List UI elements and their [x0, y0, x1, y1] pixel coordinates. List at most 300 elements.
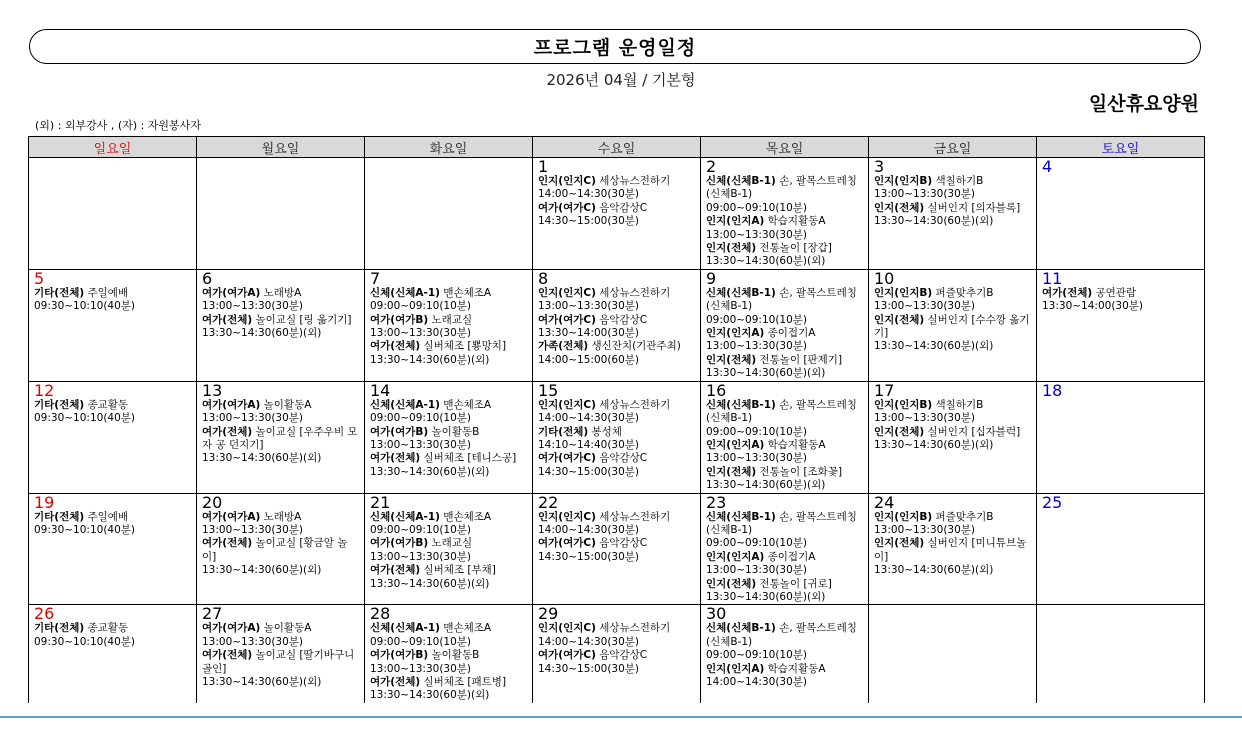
- weekday-header-row: [29, 137, 1205, 158]
- program-time: 14:30~15:00(30분): [538, 465, 640, 478]
- program-entry: [34, 287, 192, 314]
- day-cell: [365, 269, 533, 381]
- program-category: 신체(신체A-1): [370, 510, 440, 523]
- program-category: 신체(신체A-1): [370, 286, 440, 299]
- day-number: 27: [202, 604, 223, 624]
- program-entry: [370, 622, 528, 649]
- program-category: 여가(여가B): [370, 649, 429, 662]
- program-time: 09:00~09:10(10분): [370, 300, 472, 313]
- day-cell: [29, 493, 197, 605]
- program-entry: [706, 175, 864, 215]
- program-time: 13:30~14:30(60분)(외): [706, 367, 826, 380]
- bottom-divider: [0, 716, 1242, 718]
- program-title: [874, 399, 1032, 412]
- program-name: 세상뉴스전하기: [599, 398, 671, 411]
- program-entry: [370, 511, 528, 538]
- program-category: 가족(전체): [538, 340, 589, 353]
- program-name: 노래교실: [431, 313, 473, 326]
- week-row: [29, 605, 1205, 703]
- day-cell: [1037, 493, 1205, 605]
- program-title: [706, 287, 864, 314]
- program-category: 여가(여가A): [202, 398, 261, 411]
- day-number: 2: [706, 157, 717, 176]
- day-cell: [365, 381, 533, 493]
- program-name: 실버체조 [뿅망치]: [423, 340, 507, 353]
- program-category: 기타(전체): [34, 398, 85, 411]
- program-name: 색칠하기B: [935, 175, 984, 187]
- program-category: 여가(전체): [370, 676, 421, 688]
- program-entry: [874, 537, 1032, 577]
- program-name: 세상뉴스전하기: [599, 286, 671, 299]
- program-title: [706, 578, 864, 591]
- program-time: 14:00~14:30(30분): [538, 635, 640, 648]
- program-time: 14:00~14:30(30분): [538, 523, 640, 536]
- program-title: [202, 622, 360, 635]
- program-title: [874, 314, 1032, 341]
- program-title: [874, 511, 1032, 524]
- program-time: 13:30~14:30(60분)(외): [370, 689, 490, 702]
- program-name: 종이접기A: [767, 327, 816, 340]
- program-title: [706, 242, 864, 255]
- program-time: 13:00~13:30(30분): [706, 564, 808, 577]
- program-name: 노래방A: [263, 510, 302, 523]
- program-name: 학습지활동A: [767, 438, 826, 451]
- program-title: [706, 466, 864, 479]
- program-title: [202, 537, 360, 564]
- program-title: [34, 511, 192, 524]
- program-time: 13:00~13:30(30분): [370, 550, 472, 563]
- program-title: [874, 175, 1032, 188]
- program-time: 13:30~14:30(60분)(외): [874, 564, 994, 577]
- program-title: [538, 622, 696, 635]
- program-category: 인지(전체): [874, 425, 925, 438]
- program-category: 인지(인지C): [538, 510, 596, 523]
- day-number: 21: [370, 493, 391, 512]
- day-number: 14: [370, 381, 391, 400]
- program-name: 실버인지 [미니튜브놀이]: [874, 537, 1027, 563]
- day-cell: [701, 269, 869, 381]
- day-number: 11: [1042, 269, 1063, 288]
- day-cell: [29, 158, 197, 270]
- program-title: [706, 663, 864, 676]
- program-name: 세상뉴스전하기: [599, 175, 671, 187]
- day-cell: [365, 493, 533, 605]
- weekday-tuesday: 화요일: [365, 137, 533, 158]
- program-entry: [538, 426, 696, 453]
- program-entry: [370, 426, 528, 453]
- program-name: 공연관람: [1095, 286, 1137, 299]
- program-name: 놀이활동B: [431, 425, 480, 438]
- program-time: 09:30~10:10(40분): [34, 523, 136, 536]
- weekday-saturday: 토요일: [1037, 137, 1205, 158]
- program-name: 세상뉴스전하기: [599, 510, 671, 523]
- program-entry: [706, 399, 864, 439]
- program-title: [370, 649, 528, 662]
- program-name: 봉성체: [591, 425, 622, 438]
- program-title: [874, 426, 1032, 439]
- program-time: 14:00~14:30(30분): [706, 676, 808, 688]
- program-category: 여가(여가A): [202, 510, 261, 523]
- program-time: 13:00~13:30(30분): [874, 523, 976, 536]
- program-time: 13:00~13:30(30분): [706, 452, 808, 465]
- program-title: [538, 452, 696, 465]
- program-time: 09:00~09:10(10분): [706, 537, 808, 550]
- day-number: 22: [538, 493, 559, 512]
- program-time: 13:30~14:30(60분)(외): [706, 590, 826, 603]
- program-category: 인지(인지C): [538, 286, 596, 299]
- program-category: 인지(전체): [874, 313, 925, 326]
- program-time: 13:30~14:30(60분)(외): [202, 327, 322, 340]
- day-number: 16: [706, 381, 727, 400]
- program-category: 여가(여가A): [202, 622, 261, 635]
- program-name: 맨손체조A: [443, 398, 492, 411]
- program-entry: [202, 426, 360, 466]
- program-name: 맨손체조A: [443, 286, 492, 299]
- day-number: 29: [538, 604, 559, 624]
- program-entry: [706, 242, 864, 269]
- page-title: [29, 29, 1201, 64]
- program-title: [706, 327, 864, 340]
- program-title: [874, 202, 1032, 215]
- program-title: [538, 511, 696, 524]
- program-entry: [538, 175, 696, 202]
- program-name: 음악감상C: [599, 649, 648, 662]
- program-entry: [202, 314, 360, 341]
- program-category: 인지(전체): [706, 353, 757, 366]
- program-entry: [874, 175, 1032, 202]
- program-category: 기타(전체): [538, 425, 589, 438]
- program-time: 13:30~14:30(60분)(외): [706, 479, 826, 492]
- program-category: 신체(신체B-1): [706, 175, 776, 187]
- program-category: 기타(전체): [34, 622, 85, 635]
- program-name: 학습지활동A: [767, 215, 826, 228]
- day-number: 23: [706, 493, 727, 512]
- day-number: 9: [706, 269, 717, 288]
- program-title: [874, 537, 1032, 564]
- day-number: 13: [202, 381, 223, 400]
- program-name: 퍼즐맞추기B: [935, 286, 994, 299]
- program-category: 인지(전체): [706, 242, 757, 255]
- program-title: [706, 354, 864, 367]
- program-category: 여가(여가B): [370, 313, 429, 326]
- program-time: 13:00~13:30(30분): [874, 188, 976, 201]
- program-entry: [202, 649, 360, 689]
- program-name: 음악감상C: [599, 452, 648, 465]
- program-category: 신체(신체B-1): [706, 622, 776, 635]
- program-entry: [706, 327, 864, 354]
- program-name: 실버체조 [부채]: [423, 564, 496, 577]
- program-name: 전통놀이 [장갑]: [759, 242, 832, 255]
- program-name: 세상뉴스전하기: [599, 622, 671, 635]
- program-entry: [370, 399, 528, 426]
- day-cell: [869, 605, 1037, 703]
- schedule-period: 2026년 04월 / 기본형: [546, 71, 696, 89]
- program-category: 여가(전체): [202, 313, 253, 326]
- day-number: 12: [34, 381, 55, 400]
- program-name: 음악감상C: [599, 201, 648, 214]
- day-cell: [701, 381, 869, 493]
- day-number: 24: [874, 493, 895, 512]
- program-time: 13:30~14:30(60분)(외): [370, 353, 490, 366]
- program-name: 놀이교실 [우주우비 모자 공 던지기]: [202, 425, 358, 451]
- program-name: 전통놀이 [조화꽃]: [759, 465, 843, 478]
- program-time: 09:30~10:10(40분): [34, 635, 136, 648]
- program-time: 13:30~14:00(30분): [1042, 300, 1144, 313]
- program-name: 손, 팔목스트레칭(신체B-1): [706, 510, 857, 536]
- program-name: 퍼즐맞추기B: [935, 510, 994, 523]
- day-cell: [1037, 269, 1205, 381]
- program-title: [706, 175, 864, 202]
- program-entry: [874, 511, 1032, 538]
- program-title: [538, 399, 696, 412]
- day-number: 10: [874, 269, 895, 288]
- program-title: [370, 340, 528, 353]
- program-time: 09:00~09:10(10분): [706, 425, 808, 438]
- program-time: 09:00~09:10(10분): [706, 649, 808, 662]
- program-category: 인지(인지A): [706, 438, 765, 451]
- program-title: [202, 511, 360, 524]
- program-title: [706, 439, 864, 452]
- program-entry: [874, 202, 1032, 229]
- program-title: [706, 215, 864, 228]
- program-entry: [370, 287, 528, 314]
- program-category: 여가(전체): [202, 649, 253, 662]
- program-title: [706, 511, 864, 538]
- program-entry: [538, 340, 696, 367]
- program-category: 여가(전체): [202, 425, 253, 438]
- week-row: [29, 493, 1205, 605]
- program-entry: [706, 354, 864, 381]
- program-time: 09:00~09:10(10분): [370, 412, 472, 425]
- program-entry: [538, 314, 696, 341]
- program-time: 14:10~14:40(30분): [538, 438, 640, 451]
- program-name: 노래방A: [263, 286, 302, 299]
- program-entry: [370, 452, 528, 479]
- program-title: [202, 314, 360, 327]
- program-category: 인지(전체): [706, 577, 757, 590]
- program-time: 13:00~13:30(30분): [370, 438, 472, 451]
- program-time: 14:30~15:00(30분): [538, 662, 640, 675]
- program-time: 13:00~13:30(30분): [202, 635, 304, 648]
- program-time: 13:00~13:30(30분): [538, 300, 640, 313]
- program-title: [874, 287, 1032, 300]
- program-entry: [370, 537, 528, 564]
- program-time: 13:00~13:30(30분): [706, 340, 808, 353]
- program-entry: [874, 426, 1032, 453]
- day-cell: [197, 158, 365, 270]
- program-time: 13:00~13:30(30분): [202, 412, 304, 425]
- program-title: [538, 649, 696, 662]
- day-number: 7: [370, 269, 381, 288]
- program-entry: [538, 399, 696, 426]
- program-category: 여가(여가B): [370, 537, 429, 550]
- program-category: 신체(신체A-1): [370, 398, 440, 411]
- program-category: 인지(전체): [706, 465, 757, 478]
- program-name: 음악감상C: [599, 537, 648, 550]
- program-category: 인지(전체): [874, 537, 925, 550]
- program-time: 14:00~14:30(30분): [538, 188, 640, 201]
- day-cell: [29, 381, 197, 493]
- day-cell: [1037, 605, 1205, 703]
- program-entry: [706, 439, 864, 466]
- program-name: 실버인지 [의자블록]: [927, 201, 1021, 214]
- program-name: 주일예배: [87, 286, 129, 299]
- program-time: 13:30~14:30(60분)(외): [202, 676, 322, 688]
- program-name: 놀이교실 [딸기바구니 골인]: [202, 649, 355, 675]
- program-title: [538, 175, 696, 188]
- program-name: 전통놀이 [판제기]: [759, 353, 843, 366]
- program-time: 14:30~15:00(30분): [538, 215, 640, 228]
- day-cell: [701, 493, 869, 605]
- program-category: 인지(인지A): [706, 662, 765, 675]
- program-entry: [706, 578, 864, 605]
- program-title: [706, 622, 864, 649]
- program-time: 14:30~15:00(30분): [538, 550, 640, 563]
- program-name: 놀이활동A: [263, 622, 312, 635]
- program-time: 13:00~13:30(30분): [874, 300, 976, 313]
- program-entry: [706, 287, 864, 327]
- program-time: 13:00~13:30(30분): [202, 523, 304, 536]
- day-number: 17: [874, 381, 895, 400]
- week-row: [29, 158, 1205, 270]
- program-time: 13:30~14:30(60분)(외): [706, 255, 826, 268]
- program-category: 여가(여가C): [538, 313, 596, 326]
- program-entry: [202, 511, 360, 538]
- day-number: 20: [202, 493, 223, 512]
- weekday-thursday: 목요일: [701, 137, 869, 158]
- program-time: 13:30~14:30(60분)(외): [370, 465, 490, 478]
- program-title: [706, 551, 864, 564]
- program-name: 생신잔치(기관주최): [591, 340, 681, 353]
- program-category: 여가(여가C): [538, 537, 596, 550]
- program-title: [370, 564, 528, 577]
- program-title: [34, 287, 192, 300]
- program-time: 09:00~09:10(10분): [370, 635, 472, 648]
- program-time: 13:30~14:00(30분): [538, 327, 640, 340]
- program-name: 맨손체조A: [443, 622, 492, 635]
- day-number: 6: [202, 269, 213, 288]
- day-cell: [1037, 158, 1205, 270]
- day-cell: [365, 158, 533, 270]
- calendar-table: [28, 136, 1205, 703]
- day-number: 8: [538, 269, 549, 288]
- program-name: 종교활동: [87, 398, 129, 411]
- program-category: 기타(전체): [34, 510, 85, 523]
- program-title: [538, 426, 696, 439]
- program-name: 실버체조 [패트병]: [423, 676, 507, 688]
- day-cell: [365, 605, 533, 703]
- program-category: 인지(인지A): [706, 550, 765, 563]
- day-cell: [197, 605, 365, 703]
- program-name: 노래교실: [431, 537, 473, 550]
- program-category: 여가(전체): [202, 537, 253, 550]
- program-title: [34, 622, 192, 635]
- program-category: 신체(신체B-1): [706, 510, 776, 523]
- program-entry: [538, 622, 696, 649]
- program-entry: [706, 551, 864, 578]
- day-cell: [29, 605, 197, 703]
- program-time: 09:00~09:10(10분): [706, 313, 808, 326]
- program-time: 09:30~10:10(40분): [34, 412, 136, 425]
- program-title: [370, 676, 528, 689]
- program-category: 인지(전체): [874, 201, 925, 214]
- program-name: 손, 팔목스트레칭(신체B-1): [706, 622, 857, 648]
- program-entry: [202, 399, 360, 426]
- program-name: 실버인지 [십자블럭]: [927, 425, 1021, 438]
- program-time: 14:00~14:30(30분): [538, 412, 640, 425]
- day-cell: [197, 381, 365, 493]
- program-title: [202, 426, 360, 453]
- week-row: [29, 381, 1205, 493]
- day-number: 5: [34, 269, 45, 288]
- program-name: 놀이교실 [링 옮기기]: [255, 313, 352, 326]
- program-category: 인지(인지A): [706, 327, 765, 340]
- program-name: 맨손체조A: [443, 510, 492, 523]
- day-number: 30: [706, 604, 727, 624]
- program-entry: [874, 399, 1032, 426]
- program-entry: [370, 649, 528, 676]
- program-name: 종이접기A: [767, 550, 816, 563]
- day-number: 18: [1042, 381, 1063, 400]
- program-entry: [34, 622, 192, 649]
- program-category: 여가(여가C): [538, 649, 596, 662]
- program-category: 인지(인지B): [874, 175, 933, 187]
- program-entry: [34, 511, 192, 538]
- program-time: 13:00~13:30(30분): [706, 228, 808, 241]
- program-title: [202, 287, 360, 300]
- program-entry: [874, 287, 1032, 314]
- program-entry: [538, 537, 696, 564]
- day-cell: [533, 269, 701, 381]
- program-name: 전통놀이 [귀로]: [759, 577, 832, 590]
- program-entry: [370, 676, 528, 703]
- program-category: 인지(인지B): [874, 398, 933, 411]
- program-time: 13:00~13:30(30분): [874, 412, 976, 425]
- program-entry: [370, 340, 528, 367]
- program-name: 학습지활동A: [767, 662, 826, 675]
- program-entry: [202, 622, 360, 649]
- day-cell: [533, 493, 701, 605]
- program-name: 놀이교실 [황금알 놀이]: [202, 537, 348, 563]
- day-cell: [29, 269, 197, 381]
- program-name: 주일예배: [87, 510, 129, 523]
- program-name: 놀이활동A: [263, 398, 312, 411]
- day-number: 25: [1042, 493, 1063, 512]
- day-cell: [869, 493, 1037, 605]
- program-time: 14:00~15:00(60분): [538, 353, 640, 366]
- program-time: 13:30~14:30(60분)(외): [202, 564, 322, 577]
- program-title: [538, 202, 696, 215]
- weekday-friday: 금요일: [869, 137, 1037, 158]
- program-entry: [538, 452, 696, 479]
- program-time: 13:30~14:30(60분)(외): [202, 452, 322, 465]
- facility-name: 일산휴요양원: [1088, 93, 1199, 115]
- program-entry: [706, 466, 864, 493]
- program-name: 손, 팔목스트레칭(신체B-1): [706, 175, 857, 201]
- program-time: 09:30~10:10(40분): [34, 300, 136, 313]
- day-cell: [533, 158, 701, 270]
- day-number: 15: [538, 381, 559, 400]
- program-title: [202, 649, 360, 676]
- program-time: 13:30~14:30(60분)(외): [874, 340, 994, 353]
- day-cell: [701, 158, 869, 270]
- program-entry: [538, 287, 696, 314]
- day-number: 26: [34, 604, 55, 624]
- weekday-wednesday: 수요일: [533, 137, 701, 158]
- week-row: [29, 269, 1205, 381]
- program-category: 인지(인지C): [538, 398, 596, 411]
- program-name: 종교활동: [87, 622, 129, 635]
